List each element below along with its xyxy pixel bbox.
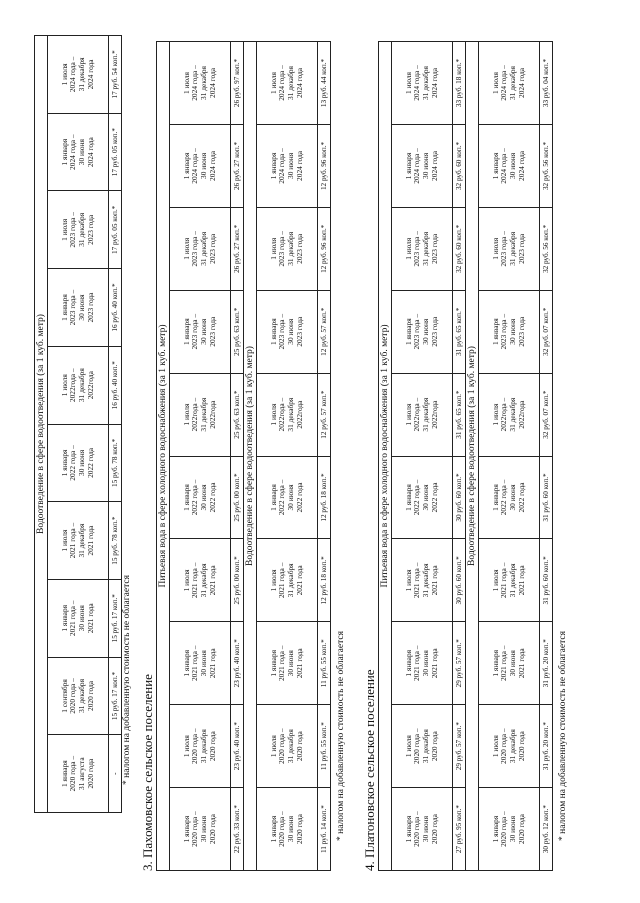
price-cell: 23 руб. 40 коп.*	[231, 622, 244, 705]
price-cell: 31 руб. 65 коп.*	[453, 290, 466, 373]
period-cell: 1 сентября 2020 года – 31 декабря 2020 года	[48, 657, 109, 735]
price-cell: 32 руб. 60 коп.*	[453, 207, 466, 290]
price-cell: 22 руб. 33 коп.*	[231, 788, 244, 871]
price-cell: 33 руб. 18 коп.*	[453, 42, 466, 125]
price-cell: 15 руб. 78 коп.*	[109, 502, 122, 580]
price-cell: 32 руб. 07 коп.*	[540, 290, 553, 373]
table-caption-sewer: Водоотведение в сфере водоотведения (за 1 куб. метр)	[466, 42, 479, 871]
period-cell: 1 июля 2020 года – 31 декабря 2020 года	[479, 705, 540, 788]
price-cell: 27 руб. 95 коп.*	[453, 788, 466, 871]
period-cell: 1 июля 2024 года – 31 декабря 2024 года	[257, 42, 318, 125]
period-cell: 1 января 2022 года – 30 июня 2022 года	[48, 424, 109, 502]
price-cell: 11 руб. 14 коп.*	[318, 788, 331, 871]
price-cell: 31 руб. 20 коп.*	[540, 622, 553, 705]
period-cell: 1 июля 2022года – 31 декабря 2022года	[48, 346, 109, 424]
period-cell: 1 июля 2023 года – 31 декабря 2023 года	[479, 207, 540, 290]
period-cell: 1 января 2022 года – 30 июня 2022 года	[257, 456, 318, 539]
price-cell: 17 руб. 05 коп.*	[109, 113, 122, 191]
table-caption: Водоотведение в сфере водоотведения (за 1 куб. метр)	[35, 36, 48, 813]
period-cell: 1 января 2022 года – 30 июня 2022 года	[170, 456, 231, 539]
period-cell: 1 июля 2024 года – 31 декабря 2024 года	[479, 42, 540, 125]
price-cell: 26 руб. 27 коп.*	[231, 124, 244, 207]
period-cell: 1 июля 2021 года – 31 декабря 2021 года	[479, 539, 540, 622]
period-cell: 1 января 2024 года – 30 июня 2024 года	[48, 113, 109, 191]
period-cell: 1 июля 2021 года – 31 декабря 2021 года	[392, 539, 453, 622]
price-cell: 12 руб. 18 коп.*	[318, 456, 331, 539]
price-cell: 29 руб. 57 коп.*	[453, 622, 466, 705]
period-cell: 1 января 2023 года – 30 июня 2023 года	[257, 290, 318, 373]
period-cell: 1 июля 2022года – 31 декабря 2022года	[170, 373, 231, 456]
period-cell: 1 января 2024 года – 30 июня 2024 года	[479, 124, 540, 207]
price-cell: -	[109, 735, 122, 813]
price-cell: 12 руб. 57 коп.*	[318, 290, 331, 373]
period-cell: 1 января 2023 года – 30 июня 2023 года	[48, 269, 109, 347]
period-cell: 1 января 2021 года – 30 июня 2021 года	[392, 622, 453, 705]
table-caption-water: Питьевая вода в сфере холодного водоснабжения (за 1 куб. метр)	[157, 42, 170, 871]
period-cell: 1 июля 2021 года – 31 декабря 2021 года	[257, 539, 318, 622]
price-cell: 26 руб. 97 коп.*	[231, 42, 244, 125]
price-cell: 13 руб. 44 коп.*	[318, 42, 331, 125]
period-cell: 1 января 2020 года – 30 июня 2020 года	[257, 788, 318, 871]
period-cell: 1 января 2021 года – 30 июня 2021 года	[257, 622, 318, 705]
table-caption-sewer: Водоотведение в сфере водоотведения (за 1 куб. метр)	[244, 42, 257, 871]
period-cell: 1 июля 2023 года – 31 декабря 2023 года	[392, 207, 453, 290]
period-cell: 1 января 2023 года – 30 июня 2023 года	[479, 290, 540, 373]
vat-footnote-3: * налогом на добавленную стоимость не облагается	[558, 631, 568, 841]
platonovskoe-tables-block	[378, 41, 553, 871]
period-cell: 1 января 2020 года – 30 июня 2020 года	[392, 788, 453, 871]
period-cell: 1 июля 2022года – 31 декабря 2022года	[257, 373, 318, 456]
period-cell: 1 января 2021 года – 30 июня 2021 года	[48, 579, 109, 657]
period-cell: 1 января 2023 года – 30 июня 2023 года	[170, 290, 231, 373]
price-cell: 31 руб. 60 коп.*	[540, 539, 553, 622]
period-cell: 1 января 2024 года – 30 июня 2024 года	[392, 124, 453, 207]
platonovskoe-tariff-table	[378, 41, 553, 871]
period-cell: 1 июля 2024 года – 31 декабря 2024 года	[392, 42, 453, 125]
period-cell: 1 января 2020 года – 31 августа 2020 года	[48, 735, 109, 813]
price-cell: 29 руб. 57 коп.*	[453, 705, 466, 788]
price-cell: 15 руб. 17 коп.*	[109, 657, 122, 735]
price-cell: 32 руб. 56 коп.*	[540, 124, 553, 207]
price-cell: 23 руб. 40 коп.*	[231, 705, 244, 788]
period-cell: 1 июля 2024 года – 31 декабря 2024 года	[170, 42, 231, 125]
period-cell: 1 января 2022 года – 30 июня 2022 года	[392, 456, 453, 539]
price-cell: 11 руб. 55 коп.*	[318, 622, 331, 705]
price-cell: 15 руб. 78 коп.*	[109, 424, 122, 502]
section-title-4: 4. Платоновское сельское поселение	[362, 669, 377, 871]
price-cell: 31 руб. 65 коп.*	[453, 373, 466, 456]
price-cell: 12 руб. 96 коп.*	[318, 207, 331, 290]
period-cell: 1 января 2022 года – 30 июня 2022 года	[479, 456, 540, 539]
period-cell: 1 января 2020 года – 30 июня 2020 года	[479, 788, 540, 871]
period-cell: 1 января 2023 года – 30 июня 2023 года	[392, 290, 453, 373]
price-cell: 31 руб. 60 коп.*	[540, 456, 553, 539]
period-cell: 1 июля 2021 года – 31 декабря 2021 года	[170, 539, 231, 622]
price-cell: 30 руб. 12 коп.*	[540, 788, 553, 871]
sewerage-table-block-1	[34, 35, 122, 813]
period-cell: 1 июля 2020 года – 31 декабря 2020 года	[392, 705, 453, 788]
price-cell: 32 руб. 07 коп.*	[540, 373, 553, 456]
price-cell: 25 руб. 63 коп.*	[231, 373, 244, 456]
section-title-3: 3. Пахомовское сельское поселение	[140, 674, 155, 871]
price-cell: 30 руб. 60 коп.*	[453, 456, 466, 539]
price-cell: 16 руб. 40 коп.*	[109, 269, 122, 347]
price-cell: 30 руб. 60 коп.*	[453, 539, 466, 622]
period-cell: 1 июля 2023 года – 31 декабря 2023 года	[170, 207, 231, 290]
price-cell: 11 руб. 55 коп.*	[318, 705, 331, 788]
period-cell: 1 января 2024 года – 30 июня 2024 года	[257, 124, 318, 207]
price-cell: 25 руб. 00 коп.*	[231, 539, 244, 622]
price-cell: 31 руб. 20 коп.*	[540, 705, 553, 788]
price-cell: 17 руб. 05 коп.*	[109, 191, 122, 269]
price-cell: 25 руб. 63 коп.*	[231, 290, 244, 373]
pakhomovskoe-tariff-table	[156, 41, 331, 871]
period-cell: 1 января 2024 года – 30 июня 2024 года	[170, 124, 231, 207]
price-cell: 16 руб. 40 коп.*	[109, 346, 122, 424]
price-cell: 26 руб. 27 коп.*	[231, 207, 244, 290]
price-cell: 12 руб. 96 коп.*	[318, 124, 331, 207]
period-cell: 1 июля 2020 года – 31 декабря 2020 года	[257, 705, 318, 788]
price-cell: 25 руб. 00 коп.*	[231, 456, 244, 539]
period-cell: 1 июля 2024 года – 31 декабря 2024 года	[48, 36, 109, 114]
price-cell: 12 руб. 57 коп.*	[318, 373, 331, 456]
period-cell: 1 января 2021 года – 30 июня 2021 года	[170, 622, 231, 705]
price-cell: 17 руб. 54 коп.*	[109, 36, 122, 114]
period-cell: 1 июля 2023 года – 31 декабря 2023 года	[48, 191, 109, 269]
period-cell: 1 июля 2021 года – 31 декабря 2021 года	[48, 502, 109, 580]
price-cell: 12 руб. 18 коп.*	[318, 539, 331, 622]
period-cell: 1 июля 2022года – 31 декабря 2022года	[479, 373, 540, 456]
table-caption-water: Питьевая вода в сфере холодного водоснабжения (за 1 куб. метр)	[379, 42, 392, 871]
period-cell: 1 января 2021 года – 30 июня 2021 года	[479, 622, 540, 705]
price-cell: 32 руб. 56 коп.*	[540, 207, 553, 290]
price-cell: 15 руб. 17 коп.*	[109, 579, 122, 657]
vat-footnote-1: * налогом на добавленную стоимость не облагается	[122, 575, 132, 785]
period-cell: 1 июля 2022года – 31 декабря 2022года	[392, 373, 453, 456]
price-cell: 32 руб. 60 коп.*	[453, 124, 466, 207]
period-cell: 1 июля 2023 года – 31 декабря 2023 года	[257, 207, 318, 290]
pakhomovskoe-tables-block	[156, 41, 331, 871]
vat-footnote-2: * налогом на добавленную стоимость не облагается	[336, 631, 346, 841]
period-cell: 1 января 2020 года – 30 июня 2020 года	[170, 788, 231, 871]
period-cell: 1 июля 2020 года – 31 декабря 2020 года	[170, 705, 231, 788]
price-cell: 33 руб. 04 коп.*	[540, 42, 553, 125]
sewerage-tariff-table-1	[34, 35, 122, 813]
